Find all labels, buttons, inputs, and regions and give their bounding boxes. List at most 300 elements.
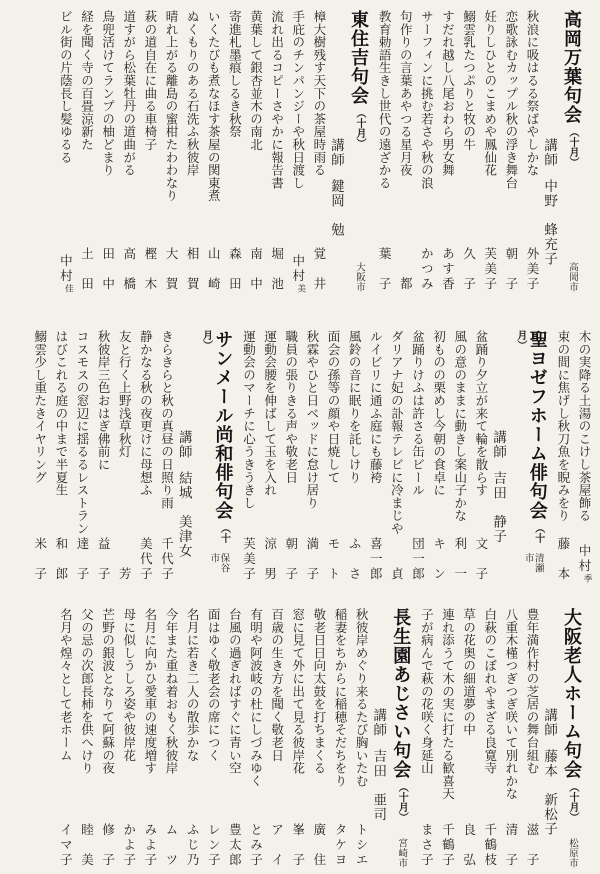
poem-author bbox=[248, 823, 261, 868]
poem-author bbox=[143, 247, 156, 292]
poem-verse: 面会の孫等の顔や日焼して bbox=[326, 330, 341, 484]
poem-verse: 樟大樹残す天下の茶屋時雨る bbox=[311, 10, 326, 177]
poem-author bbox=[504, 247, 517, 292]
poem-author-name: 大 賀 bbox=[164, 247, 178, 292]
poem-author bbox=[185, 823, 198, 868]
poem-author-name: イマ子 bbox=[58, 823, 73, 868]
poem-author bbox=[164, 823, 177, 868]
poem bbox=[101, 608, 114, 868]
poem-author-name: みよ子 bbox=[142, 823, 157, 868]
poem-author-name: 覚 井 bbox=[311, 247, 326, 292]
poem-author-name: 中村 bbox=[290, 253, 305, 284]
section-title-column bbox=[197, 330, 233, 582]
poem-verse: 秋霖やひと日ベッドに怠け居り bbox=[304, 330, 319, 510]
poem-author bbox=[504, 823, 517, 868]
poem-verse: 運動会のマーチに心うきうきし bbox=[241, 330, 256, 510]
section-header bbox=[177, 330, 233, 582]
lecturer-text bbox=[371, 608, 385, 868]
poem-verse: 秋彼岸めぐり来るたび胸いたむ bbox=[354, 608, 369, 788]
poem bbox=[525, 10, 538, 292]
poem-author-name: 芙美子 bbox=[241, 537, 256, 582]
poem-verse: 百歳の生き方を聞く敬老日 bbox=[269, 608, 284, 762]
poem bbox=[461, 10, 474, 292]
poem bbox=[75, 330, 88, 582]
section-month: （十月） bbox=[567, 782, 578, 822]
poem-verse: 面はゆく敬老会の席につく bbox=[206, 608, 221, 762]
section-title-column bbox=[562, 10, 581, 292]
poem-verse: 子が病んで萩の花咲く身延山 bbox=[419, 608, 434, 775]
poem-verse: サーフィンに挑む若さや秋の浪 bbox=[419, 10, 434, 190]
lecturer-text bbox=[491, 330, 505, 582]
poem bbox=[227, 10, 240, 292]
poem-author bbox=[54, 537, 67, 582]
poem-author bbox=[290, 253, 307, 293]
section-title: 大阪老人ホーム句会 bbox=[562, 608, 582, 779]
poem-author-name: 芙美子 bbox=[482, 247, 497, 292]
poem-verse: 秋浪に吸はるる祭ばやしかな bbox=[524, 10, 539, 177]
poem-author bbox=[33, 537, 46, 582]
poem-verse: 名月や煌々として老ホーム bbox=[58, 608, 73, 762]
poem-author bbox=[291, 823, 304, 868]
poem-author bbox=[305, 537, 318, 582]
section-title: サンメール尚和俳句会 bbox=[213, 330, 234, 520]
poem-author bbox=[117, 567, 130, 582]
poem-verse: 名月に若き二人の散歩かな bbox=[185, 608, 200, 762]
lecturer-name: 鍵岡 勉 bbox=[329, 179, 345, 237]
poem bbox=[440, 608, 453, 868]
poem-author bbox=[79, 823, 92, 868]
poem-author bbox=[241, 537, 254, 582]
poem-author bbox=[432, 537, 445, 582]
poem-author bbox=[333, 823, 346, 868]
poem-author-name: かつみ bbox=[419, 247, 434, 292]
poem bbox=[525, 608, 538, 868]
poem bbox=[347, 330, 360, 582]
poem-author bbox=[248, 247, 261, 292]
city-label: 松原市 bbox=[567, 838, 577, 868]
lecturer-name: 中野 蜂充子 bbox=[542, 179, 558, 266]
poem bbox=[377, 10, 390, 292]
poem-verse: はびこれる庭の中まで半夏生 bbox=[53, 330, 68, 497]
lecturer-column bbox=[371, 608, 385, 868]
poem-author bbox=[270, 823, 283, 868]
poem-verse: ダリアナ妃の訃報テレビに冷まじや bbox=[389, 330, 404, 535]
poem-author bbox=[270, 247, 283, 292]
section-month: （十月） bbox=[353, 108, 365, 148]
poem-author bbox=[227, 247, 240, 292]
poem-verse: 友と行く上野浅草秋灯 bbox=[117, 330, 132, 458]
poem-verse: ビル街の片蔭長し髪ゆるる bbox=[58, 10, 73, 164]
poem-author bbox=[164, 247, 177, 292]
section-header bbox=[542, 10, 581, 292]
poem-author-name: 団一郎 bbox=[410, 537, 425, 582]
poem-author bbox=[461, 823, 474, 868]
poem bbox=[263, 330, 276, 582]
poem-author bbox=[284, 537, 297, 582]
poem-verse: きらきらと秋の真昼の日照り雨 bbox=[159, 330, 174, 510]
poem-author-name: 山 崎 bbox=[206, 247, 221, 292]
poem-author bbox=[556, 537, 569, 582]
poem bbox=[419, 10, 432, 292]
poem bbox=[122, 608, 135, 868]
poem-author-name: あす香 bbox=[440, 247, 455, 292]
poem-verse: すだれ越し八尾おわら男女舞 bbox=[440, 10, 455, 177]
poem-verse: 父の忌の次郎長柿を供へけり bbox=[79, 608, 94, 775]
poem-author bbox=[474, 537, 487, 582]
poem bbox=[159, 330, 172, 582]
band-2 bbox=[6, 330, 593, 582]
poem-author-name: ム ツ bbox=[164, 823, 178, 868]
section-header bbox=[371, 608, 410, 868]
poem-author-name: 利 一 bbox=[452, 537, 467, 582]
poem bbox=[354, 608, 367, 868]
poem-author bbox=[577, 543, 593, 583]
lecturer-text bbox=[542, 608, 556, 868]
lecturer-name: 結城 美津女 bbox=[176, 471, 192, 558]
poem bbox=[143, 10, 156, 292]
lecturer-text bbox=[329, 10, 343, 292]
section-title: 高岡万葉句会 bbox=[562, 10, 582, 124]
poem bbox=[432, 330, 445, 582]
poem-author-name: 達 子 bbox=[75, 537, 90, 582]
city-label: 清瀬市 bbox=[522, 553, 543, 574]
poem bbox=[96, 330, 109, 582]
poem-author bbox=[483, 823, 496, 868]
lecturer-label: 講師 bbox=[176, 430, 192, 459]
section-title-text bbox=[562, 608, 581, 822]
poem bbox=[291, 608, 304, 868]
poem-author-name: 高 橋 bbox=[121, 247, 136, 292]
poem-author-name: 満 子 bbox=[304, 537, 319, 582]
section-title-column bbox=[562, 608, 581, 868]
poem-verse: 今年また重ね着おもく秋彼岸 bbox=[164, 608, 178, 775]
poem-verse: 有明や阿波岐の杜にしづみゆく bbox=[248, 608, 263, 788]
poem-verse: 敬老日日向太鼓を打ちまくる bbox=[311, 608, 326, 775]
poem bbox=[461, 608, 474, 868]
poem bbox=[58, 608, 71, 868]
poem-author-name: 千鶴枝 bbox=[482, 823, 497, 868]
poem-verse: 盆踊りけふは許さる缶ビール bbox=[410, 330, 425, 497]
poem-author-small: 佳 bbox=[64, 283, 75, 292]
poem bbox=[474, 330, 487, 582]
poem-verse: 句作りの言葉あやつる星月夜 bbox=[398, 10, 413, 177]
poem-author-name: とみ子 bbox=[248, 823, 263, 868]
poem-author-name: 良 弘 bbox=[461, 823, 476, 868]
lecturer-column bbox=[177, 330, 191, 582]
poem-verse: 流れ出るコピーさやかに報告書 bbox=[269, 10, 284, 190]
poem bbox=[79, 10, 92, 292]
city-label: 大阪市 bbox=[353, 262, 364, 292]
poem-author-name: 米 子 bbox=[32, 537, 47, 582]
poem-verse: 鰯雲乳たつぷりと牧の牛 bbox=[461, 10, 476, 151]
poem-author bbox=[122, 823, 135, 868]
poem bbox=[504, 608, 517, 868]
poem-author-name: 豊太郎 bbox=[227, 823, 242, 868]
poem bbox=[368, 330, 381, 582]
poem-verse: 妊りしひとのこまめや鳳仙花 bbox=[482, 10, 497, 177]
poem-author-name: 相 賀 bbox=[185, 247, 200, 292]
section-title: 長生園あじさい句会 bbox=[391, 608, 412, 779]
lecturer-label: 講師 bbox=[491, 430, 507, 459]
lecturer-column bbox=[542, 10, 556, 292]
poem bbox=[333, 608, 346, 868]
poem bbox=[389, 330, 402, 582]
lecturer-label: 講師 bbox=[542, 138, 558, 167]
section-title-column bbox=[511, 330, 547, 582]
section-title-column bbox=[391, 608, 410, 868]
lecturer-column bbox=[542, 608, 556, 868]
poem-author-name: 中村 bbox=[577, 543, 591, 574]
poem-author-small: 季 bbox=[583, 573, 593, 582]
poem-verse: 秋彼岸三色おはぎ佛前に bbox=[96, 330, 111, 471]
poem-author bbox=[75, 537, 88, 582]
poem-author-name: 涼 男 bbox=[262, 537, 277, 582]
city-label: 高岡市 bbox=[567, 262, 577, 292]
poem bbox=[33, 330, 46, 582]
poem bbox=[556, 330, 569, 582]
poem bbox=[577, 330, 593, 582]
poem-author-name: 芳 bbox=[117, 567, 132, 582]
section-title: 聖ヨゼフホーム俳句会 bbox=[527, 330, 548, 520]
poem bbox=[227, 608, 240, 868]
band-1 bbox=[6, 10, 590, 292]
poem-verse: ルイビリに通ふ庭にも藤袴 bbox=[368, 330, 383, 484]
lecturer-label: 講師 bbox=[371, 708, 387, 737]
section-title: 東住吉句会 bbox=[348, 10, 369, 105]
poem-verse: 風の意のままに動きし案山子かな bbox=[452, 330, 467, 522]
poem-verse: 名月に向かひ愛車の速度増す bbox=[142, 608, 157, 775]
poem-author bbox=[312, 823, 325, 868]
poem bbox=[398, 10, 411, 292]
poem-verse: 白萩のこぼれやまざる良寛寺 bbox=[482, 608, 497, 775]
poem-verse: いくたびも煮なほす茶屋の関東煮 bbox=[206, 10, 221, 202]
poem bbox=[284, 330, 297, 582]
poem-author-name: まさ子 bbox=[419, 823, 434, 868]
poem-author-name: 中村 bbox=[58, 253, 73, 284]
poem-author-name: 堀 池 bbox=[269, 247, 284, 292]
poem-verse: 鰯雲少し重たきイヤリング bbox=[32, 330, 47, 484]
section-month: （十月） bbox=[396, 782, 408, 822]
poem-author-name: 修 子 bbox=[100, 823, 115, 868]
poem-verse: ぬくもりのある石洗ふ秋彼岸 bbox=[185, 10, 200, 177]
poem bbox=[453, 330, 466, 582]
poem-author-name: 喜一郎 bbox=[368, 537, 383, 582]
poem bbox=[185, 10, 198, 292]
poem-author-name: ふじ乃 bbox=[185, 823, 200, 868]
section-title-text bbox=[391, 608, 410, 822]
poem bbox=[504, 10, 517, 292]
section-month: （十月） bbox=[514, 330, 544, 543]
poem-author bbox=[206, 823, 219, 868]
lecturer-label: 講師 bbox=[542, 708, 558, 737]
poem-verse: 黄葉して銀杏並木の南北 bbox=[248, 10, 263, 151]
poem bbox=[290, 10, 307, 292]
poem-author bbox=[440, 247, 453, 292]
poem-author-name: 土 田 bbox=[79, 247, 94, 292]
poem-author-name: 葉 子 bbox=[377, 247, 392, 292]
poem-verse: 手庇のチンパンジーや秋日渡し bbox=[290, 10, 305, 190]
section-title-text bbox=[511, 330, 547, 553]
poem bbox=[58, 10, 75, 292]
poem bbox=[206, 608, 219, 868]
poem-verse: 初ものの栗めし今朝の食卓に bbox=[431, 330, 446, 497]
poem-author-name: キ ン bbox=[431, 537, 446, 582]
poem-author-name: 田 中 bbox=[100, 247, 115, 292]
poem bbox=[483, 608, 496, 868]
section-header bbox=[542, 608, 581, 868]
poem-verse: 八重木槿つぎつぎ咲いて別れかな bbox=[503, 608, 518, 800]
poem bbox=[440, 10, 453, 292]
poem bbox=[326, 330, 339, 582]
section-month: （十月） bbox=[567, 127, 578, 167]
poem-author-name: 和 郎 bbox=[53, 537, 68, 582]
poem-author bbox=[453, 537, 466, 582]
poem-verse: 豊年満作村の芝居の舞台組む bbox=[524, 608, 539, 775]
poem-author bbox=[525, 247, 538, 292]
poem-author bbox=[138, 537, 151, 582]
poem-author-name: モ ト bbox=[326, 537, 341, 582]
section-title-text bbox=[197, 330, 233, 553]
poem-author bbox=[398, 277, 411, 292]
poem-verse: 萩の道自在に曲る車椅子 bbox=[142, 10, 157, 151]
poem-author bbox=[389, 567, 402, 582]
poem-author bbox=[101, 247, 114, 292]
poem-verse: 草の花奥の細道夢の中 bbox=[461, 608, 476, 736]
poem-author bbox=[79, 247, 92, 292]
poem-verse: 束の間に焦げし秋刀魚を睨みをり bbox=[555, 330, 570, 522]
poem-author bbox=[206, 247, 219, 292]
poem bbox=[54, 330, 67, 582]
poem-verse: 職員の張りきる声や敬老日 bbox=[283, 330, 298, 484]
poem bbox=[122, 10, 135, 292]
poem-author bbox=[354, 823, 367, 868]
poem-author-name: 藤 本 bbox=[555, 537, 570, 582]
poem bbox=[138, 330, 151, 582]
poem-verse: 教育勅語生きし世代の遠ざかる bbox=[377, 10, 392, 190]
poem bbox=[312, 10, 325, 292]
poem-author bbox=[227, 823, 240, 868]
poem-author-name: 都 bbox=[398, 277, 413, 292]
poem-author-name: 南 中 bbox=[248, 247, 263, 292]
poem-author-name: トシエ bbox=[354, 823, 369, 868]
poem-author-name: 貞 bbox=[389, 567, 404, 582]
poem-author-name: 朝 子 bbox=[503, 247, 518, 292]
poem-author-name: 廣 住 bbox=[311, 823, 326, 868]
lecturer-label: 講師 bbox=[329, 138, 345, 167]
poem bbox=[185, 608, 198, 868]
lecturer-name: 吉田 亜司 bbox=[371, 749, 387, 822]
city-label: 保谷市 bbox=[208, 553, 229, 574]
poem-verse: 経を聞く寺の百畳涼新た bbox=[79, 10, 94, 151]
poem-author bbox=[461, 247, 474, 292]
poem-author-name: 清 子 bbox=[503, 823, 518, 868]
poem bbox=[419, 608, 432, 868]
poem-author bbox=[419, 823, 432, 868]
poem-author bbox=[483, 247, 496, 292]
lecturer-name: 藤本 新松子 bbox=[542, 749, 558, 836]
poem-verse: 晴れ上がる離島の蜜柑たわわなり bbox=[164, 10, 178, 202]
section-header bbox=[329, 10, 368, 292]
poem bbox=[164, 10, 177, 292]
poem bbox=[79, 608, 92, 868]
poem-author-name: タケヨ bbox=[333, 823, 347, 868]
poem-author bbox=[143, 823, 156, 868]
poem-author bbox=[326, 537, 339, 582]
poem-author bbox=[440, 823, 453, 868]
poem-verse: 寄進札墨痕しるき秋祭 bbox=[227, 10, 242, 138]
poem-author-name: 千鶴子 bbox=[440, 823, 455, 868]
poem-author bbox=[185, 247, 198, 292]
poem-author-name: ア イ bbox=[269, 823, 284, 868]
poem-author-name: かよ子 bbox=[121, 823, 136, 868]
poem-author-name: 外美子 bbox=[524, 247, 539, 292]
poem bbox=[248, 10, 261, 292]
poem-author bbox=[58, 823, 71, 868]
poem bbox=[305, 330, 318, 582]
poem-verse: 恋歌詠むカップル秋の浮き舞台 bbox=[503, 10, 518, 190]
poem bbox=[143, 608, 156, 868]
poem-verse: 風鈴の音に眠りを託しけり bbox=[347, 330, 362, 484]
poem-verse: 木の実降る土湯のこけし茶屋飾る bbox=[577, 330, 591, 522]
poem-author bbox=[368, 537, 381, 582]
poem-author-name: 峯 子 bbox=[290, 823, 305, 868]
poem-author bbox=[58, 253, 75, 293]
poem bbox=[312, 608, 325, 868]
poem-verse: 連れ添うて木の実に打たる歓喜天 bbox=[440, 608, 455, 800]
poem bbox=[206, 10, 219, 292]
poem bbox=[101, 10, 114, 292]
poem bbox=[270, 608, 283, 868]
poem-author-name: 滋 子 bbox=[524, 823, 539, 868]
section-month: （十月） bbox=[200, 330, 230, 543]
poem-author bbox=[122, 247, 135, 292]
poem-author bbox=[263, 537, 276, 582]
poem-verse: 静かなる秋の夜更けに母想ふ bbox=[138, 330, 153, 497]
lecturer-name: 吉田 静子 bbox=[491, 471, 507, 544]
poem-verse: 芒野の銀波となりて阿蘇の夜 bbox=[100, 608, 115, 775]
lecturer-column bbox=[329, 10, 343, 292]
poem-author bbox=[377, 247, 390, 292]
section-header bbox=[491, 330, 547, 582]
poem-author-name: 久 子 bbox=[461, 247, 476, 292]
poem-author-small: 美 bbox=[296, 283, 307, 292]
poem-author bbox=[312, 247, 325, 292]
poem-verse: 母に似しうしろ姿や彼岸花 bbox=[121, 608, 136, 762]
poem-author bbox=[525, 823, 538, 868]
poem-verse: 台風の過ぎればすぐに青い空 bbox=[227, 608, 242, 775]
poem bbox=[241, 330, 254, 582]
poem-author-name: 朝 子 bbox=[283, 537, 298, 582]
poem-author-name: 睦 美 bbox=[79, 823, 94, 868]
city-label: 宮崎市 bbox=[396, 838, 407, 868]
poem-verse: 窓に見て外に出て見る彼岸花 bbox=[290, 608, 305, 775]
lecturer-text bbox=[177, 330, 191, 582]
poem-verse: 盆踊り夕立が来て輪を散らす bbox=[473, 330, 488, 497]
poem-author bbox=[96, 537, 109, 582]
section-title-text bbox=[562, 10, 581, 167]
poem-author bbox=[159, 537, 172, 582]
poem-author-name: 益 子 bbox=[96, 537, 111, 582]
band-3 bbox=[6, 608, 590, 868]
poem bbox=[117, 330, 130, 582]
poem-author-name: 森 田 bbox=[227, 247, 242, 292]
poem-author bbox=[410, 537, 423, 582]
poem-author bbox=[347, 537, 360, 582]
poem-author-name: 千代子 bbox=[159, 537, 174, 582]
poem-author-name: レン子 bbox=[206, 823, 221, 868]
lecturer-column bbox=[491, 330, 505, 582]
poem-author bbox=[419, 247, 432, 292]
